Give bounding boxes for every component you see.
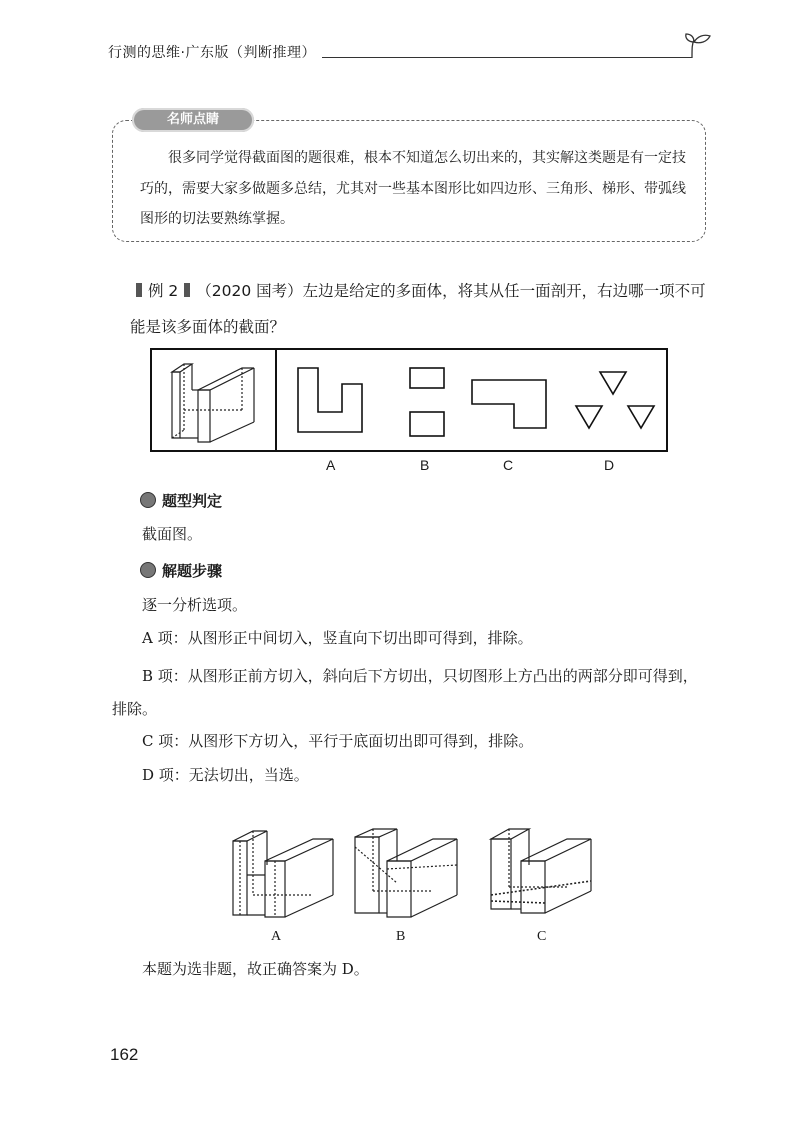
option-label-c: C: [503, 457, 514, 473]
option-b-shape-top: [410, 368, 444, 388]
option-a-shape: [298, 368, 362, 432]
section-type-heading: [140, 490, 222, 511]
conclusion: 本题为选非题，故正确答案为 D。: [142, 960, 369, 978]
option-c-shape: [472, 380, 546, 428]
question-figure: [150, 348, 668, 452]
example-label: 例 2: [148, 282, 179, 300]
section-bullet-icon: [140, 562, 156, 578]
solution-figure-b: [355, 829, 457, 917]
page-number: 162: [110, 1045, 139, 1064]
option-label-d: D: [604, 457, 615, 473]
option-label-b: B: [420, 457, 430, 473]
option-b-shape-bottom: [410, 412, 444, 436]
marker-icon: [136, 283, 142, 297]
marker-icon: [184, 283, 190, 297]
steps-intro: 逐一分析选项。: [142, 596, 248, 614]
tip-badge: 名师点睛: [132, 108, 254, 132]
solution-figure-a: [233, 831, 333, 917]
section-bullet-icon: [140, 492, 156, 508]
step-c: C 项：从图形下方切入，平行于底面切出即可得到，排除。: [142, 732, 534, 750]
step-b: B 项：从图形正前方切入，斜向后下方切出，只切图形上方凸出的两部分即可得到，排除。: [112, 667, 698, 718]
type-body: 截面图。: [142, 525, 203, 543]
section-type-title: 题型判定: [162, 492, 223, 510]
solution-figures: [225, 825, 605, 925]
solution-label-a: A: [271, 929, 282, 944]
solution-label-b: B: [396, 929, 406, 944]
tip-text: 很多同学觉得截面图的题很难，根本不知道怎么切出来的，其实解这类题是有一定技巧的，需要大家多做题多总结，尤其对一些基本图形比如四边形、三角形、梯形、带弧线图形的切法要熟练掌握。: [140, 150, 686, 227]
header-rule: [322, 57, 692, 58]
example-text: （2020 国考）左边是给定的多面体，将其从任一面剖开，右边哪一项不可能是该多面体的截面？: [130, 282, 706, 336]
step-a: A 项：从图形正中间切入，竖直向下切出即可得到，排除。: [142, 629, 533, 647]
section-steps-heading: [140, 560, 222, 581]
example-question: [130, 273, 714, 345]
polyhedron-figure: [172, 364, 254, 442]
sprout-icon: [684, 30, 712, 60]
option-d-shape: [576, 372, 654, 428]
solution-figure-c: [491, 829, 591, 913]
question-figure-drawing: [152, 350, 666, 450]
solution-label-c: C: [537, 929, 547, 944]
section-steps-title: 解题步骤: [162, 562, 223, 580]
option-label-a: A: [326, 457, 336, 473]
header-title: 行测的思维·广东版（判断推理）: [108, 45, 316, 61]
step-d: D 项：无法切出，当选。: [142, 766, 309, 784]
